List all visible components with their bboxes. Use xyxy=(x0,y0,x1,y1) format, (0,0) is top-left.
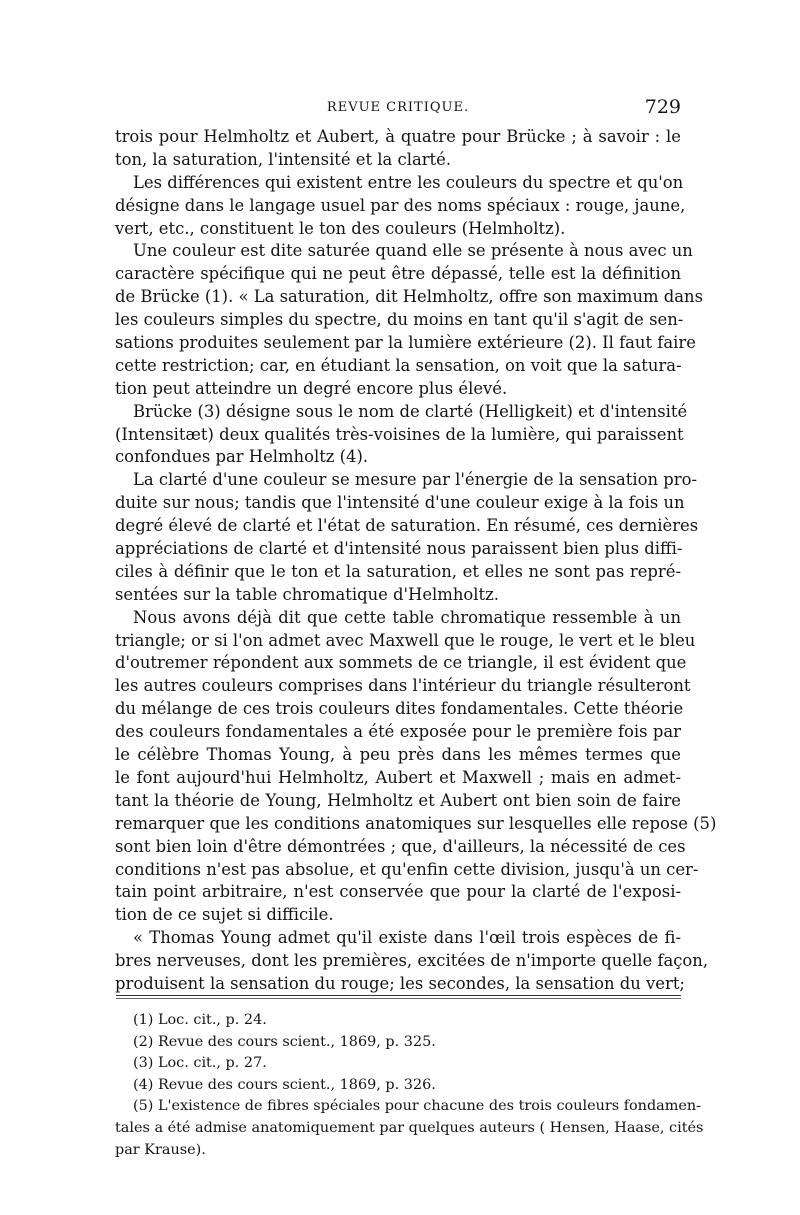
text-line: Brücke (3) désigne sous le nom de clarté (Helligkeit) et d'intensité xyxy=(133,401,688,421)
text-line: tion peut atteindre un degré encore plus élevé. xyxy=(115,378,508,398)
text-line: duite sur nous; tandis que l'intensité d'une couleur exige à la fois un xyxy=(115,493,685,513)
page-header xyxy=(115,96,681,124)
text-line: appréciations de clarté et d'intensité nous paraissent bien plus diffi- xyxy=(115,539,683,559)
text-line: désigne dans le langage usuel par des noms spéciaux : rouge, jaune, xyxy=(115,195,686,215)
text-line: des couleurs fondamentales a été exposée pour le première fois par xyxy=(115,722,681,742)
text-line: sont bien loin d'être démontrées ; que, d'ailleurs, la nécessité de ces xyxy=(115,836,686,856)
footnotes xyxy=(115,1010,704,1161)
text-line: le font aujourd'hui Helmholtz, Aubert et Maxwell ; mais en admet- xyxy=(115,767,681,787)
running-title: REVUE CRITIQUE. xyxy=(326,100,470,115)
text-line: conditions n'est pas absolue, et qu'enfin cette division, jusqu'à un cer- xyxy=(115,859,699,879)
text-line: tant la théorie de Young, Helmholtz et Aubert ont bien soin de faire xyxy=(115,790,681,810)
text-line: confondues par Helmholtz (4). xyxy=(115,447,369,467)
footnote-line: (3) Loc. cit., p. 27. xyxy=(133,1055,267,1072)
footnote-line: tales a été admise anatomiquement par quelques auteurs ( Hensen, Haase, cités xyxy=(115,1119,704,1136)
text-line: tain point arbitraire, n'est conservée que pour la clarté de l'exposi- xyxy=(115,882,681,902)
text-line: tion de ce sujet si difficile. xyxy=(115,905,334,925)
text-line: Les différences qui existent entre les couleurs du spectre et qu'on xyxy=(133,172,684,192)
text-line: bres nerveuses, dont les premières, excitées de n'importe quelle façon, xyxy=(115,951,709,971)
text-line: triangle; or si l'on admet avec Maxwell que le rouge, le vert et le bleu xyxy=(115,630,696,650)
text-line: degré élevé de clarté et l'état de saturation. En résumé, ces dernières xyxy=(115,516,699,536)
text-line: (Intensitæt) deux qualités très-voisines de la lumière, qui paraissent xyxy=(115,424,684,444)
text-line: caractère spécifique qui ne peut être dépassé, telle est la définition xyxy=(115,264,681,284)
text-line: de Brücke (1). « La saturation, dit Helmholtz, offre son maximum dans xyxy=(115,287,704,307)
text-line: Une couleur est dite saturée quand elle se présente à nous avec un xyxy=(133,241,693,261)
text-line: du mélange de ces trois couleurs dites fondamentales. Cette théorie xyxy=(115,699,684,719)
footnote-separator xyxy=(116,995,681,996)
text-line: La clarté d'une couleur se mesure par l'énergie de la sensation pro- xyxy=(133,470,698,490)
text-line: Nous avons déjà dit que cette table chromatique ressemble à un xyxy=(133,607,681,627)
footnote-line: (2) Revue des cours scient., 1869, p. 325. xyxy=(133,1033,436,1050)
footnote-line: (4) Revue des cours scient., 1869, p. 326. xyxy=(133,1076,436,1093)
text-line: vert, etc., constituent le ton des couleurs (Helmholtz). xyxy=(115,218,566,238)
text-line: sentées sur la table chromatique d'Helmholtz. xyxy=(115,584,499,604)
text-line: d'outremer répondent aux sommets de ce triangle, il est évident que xyxy=(115,653,687,673)
body-text xyxy=(115,126,717,996)
text-line: les autres couleurs comprises dans l'intérieur du triangle résulteront xyxy=(115,676,691,696)
text-line: cette restriction; car, en étudiant la sensation, on voit que la satura- xyxy=(115,355,682,375)
footnote-line: par Krause). xyxy=(115,1141,206,1158)
text-line: sations produites seulement par la lumière extérieure (2). Il faut faire xyxy=(115,333,696,353)
text-line: le célèbre Thomas Young, à peu près dans les mêmes termes que xyxy=(115,745,681,765)
text-line: ton, la saturation, l'intensité et la clarté. xyxy=(115,149,452,169)
page-number: 729 xyxy=(644,96,681,118)
footnote-line: (1) Loc. cit., p. 24. xyxy=(133,1012,267,1028)
text-line: produisent la sensation du rouge; les secondes, la sensation du vert; xyxy=(115,973,685,993)
text-line: « Thomas Young admet qu'il existe dans l'œil trois espèces de fi- xyxy=(133,928,681,948)
text-line: remarquer que les conditions anatomiques sur lesquelles elle repose (5) xyxy=(115,813,717,833)
text-line: les couleurs simples du spectre, du moins en tant qu'il s'agit de sen- xyxy=(115,310,684,330)
footnote-line: (5) L'existence de fibres spéciales pour chacune des trois couleurs fondamen- xyxy=(133,1098,702,1115)
footnote-separator-secondary xyxy=(116,998,681,999)
text-line: ciles à définir que le ton et la saturation, et elles ne sont pas repré- xyxy=(115,561,681,581)
text-line: trois pour Helmholtz et Aubert, à quatre pour Brücke ; à savoir : le xyxy=(115,127,681,146)
